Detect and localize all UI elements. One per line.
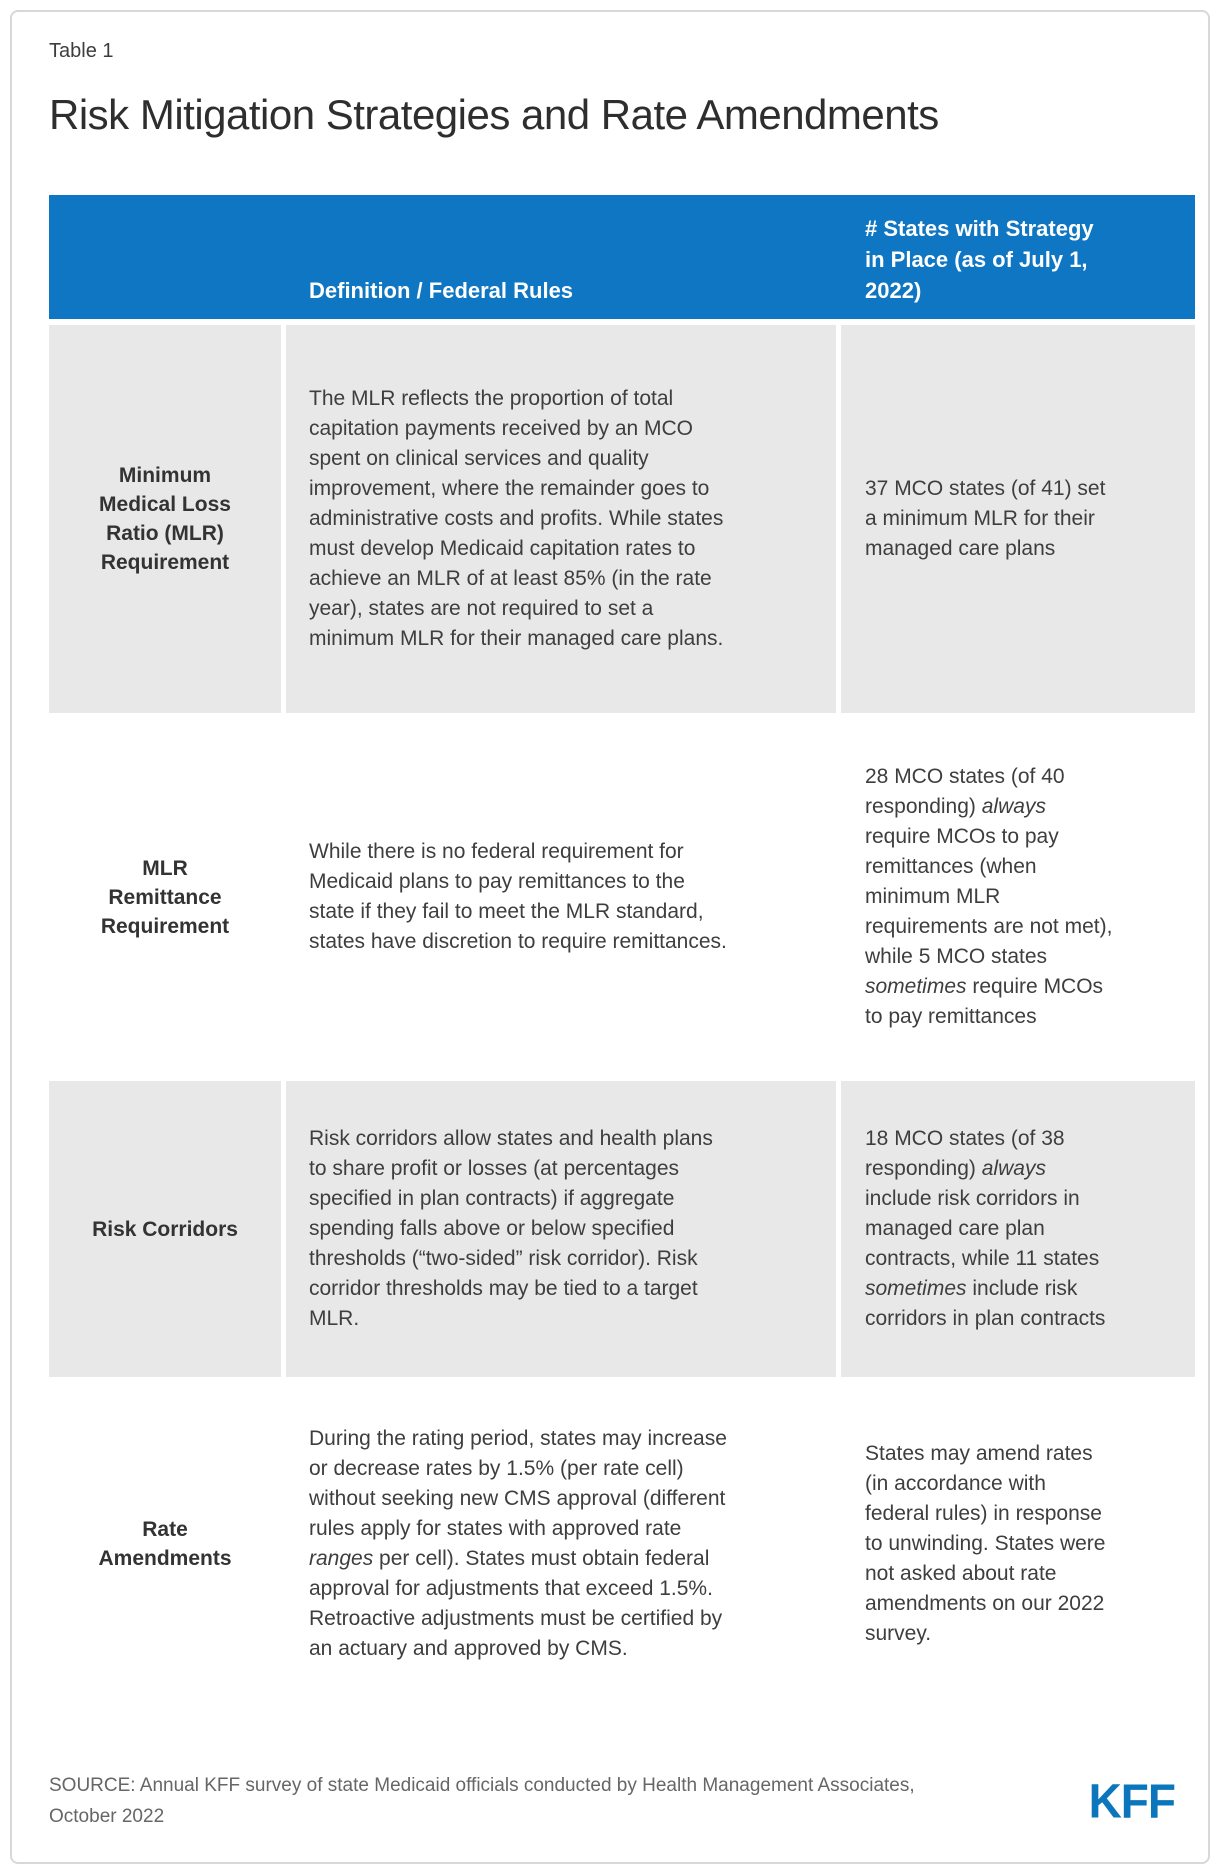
definition-cell xyxy=(286,717,836,1077)
definition-text: During the rating period, states may increase or decrease rates by 1.5% (per rate cell) without seeking new CMS approval (different rules apply for states with approved rate ranges per cell). States must obtain federal approval for adjustments that exceed 1.5%. Retroactive adjustments must be certified by an actuary and approved by CMS. xyxy=(309,1426,727,1660)
kff-table-card xyxy=(10,10,1210,1864)
definition-cell xyxy=(286,1381,836,1706)
states-text: 18 MCO states (of 38 responding) always include risk corridors in managed care plan contracts, while 11 states sometimes include risk corridors in plan contracts xyxy=(865,1127,1106,1330)
states-text: 28 MCO states (of 40 responding) always require MCOs to pay remittances (when minimum MLR requirements are not met), while 5 MCO states sometimes require MCOs to pay remittances xyxy=(865,765,1113,1028)
definition-text: Risk corridors allow states and health plans to share profit or losses (at percentages specified in plan contracts) if aggregate spending falls above or below specified thresholds (“two-sided” risk corridor). Risk corridor thresholds may be tied to a target MLR. xyxy=(309,1127,713,1330)
definition-cell xyxy=(286,325,836,713)
data-table xyxy=(49,195,1195,1706)
states-cell xyxy=(841,1381,1195,1706)
table-row-risk-corridors xyxy=(49,1081,1195,1377)
figure-footer xyxy=(49,1770,1175,1832)
strategy-label-cell xyxy=(49,1381,281,1706)
strategy-label-cell xyxy=(49,325,281,713)
source-note: SOURCE: Annual KFF survey of state Medicaid officials conducted by Health Management Associates, October 2022 xyxy=(49,1775,915,1827)
strategy-label: Rate Amendments xyxy=(98,1517,232,1570)
table-body xyxy=(49,325,1195,1706)
strategy-label: MLR Remittance Requirement xyxy=(100,856,230,938)
states-cell xyxy=(841,325,1195,713)
strategy-label: Minimum Medical Loss Ratio (MLR) Requirement xyxy=(99,464,231,574)
states-text: 37 MCO states (of 41) set a minimum MLR for their managed care plans xyxy=(865,477,1106,560)
definition-text: The MLR reflects the proportion of total capitation payments received by an MCO spent on clinical services and quality improvement, where the remainder goes to administrative costs and profits. While states must develop Medicaid capitation rates to achieve an MLR of at least 85% (in the rate year), states are not required to set a minimum MLR for their managed care plans. xyxy=(309,387,724,650)
table-row-rate-amendments xyxy=(49,1381,1195,1706)
table-row-mlr-remittance xyxy=(49,717,1195,1077)
states-text: States may amend rates (in accordance with federal rules) in response to unwinding. States were not asked about rate amendments on our 2022 survey. xyxy=(865,1441,1106,1645)
strategy-label-cell xyxy=(49,1081,281,1377)
states-cell xyxy=(841,717,1195,1077)
header-cell-states: # States with Strategy in Place (as of July 1, 2022) xyxy=(865,216,1094,303)
page-title: Risk Mitigation Strategies and Rate Amendments xyxy=(49,91,939,138)
header-cell-strategy xyxy=(49,306,281,319)
definition-cell xyxy=(286,1081,836,1377)
table-label: Table 1 xyxy=(49,40,114,62)
table-header-row xyxy=(49,195,1195,319)
table-row-min-mlr-requirement xyxy=(49,325,1195,713)
strategy-label-cell xyxy=(49,717,281,1077)
header-cell-definition: Definition / Federal Rules xyxy=(309,278,574,303)
strategy-label: Risk Corridors xyxy=(92,1217,238,1241)
kff-logo: KFF xyxy=(1088,1773,1175,1829)
definition-text: While there is no federal requirement for Medicaid plans to pay remittances to the state if they fail to meet the MLR standard, states have discretion to require remittances. xyxy=(309,840,727,953)
states-cell xyxy=(841,1081,1195,1377)
